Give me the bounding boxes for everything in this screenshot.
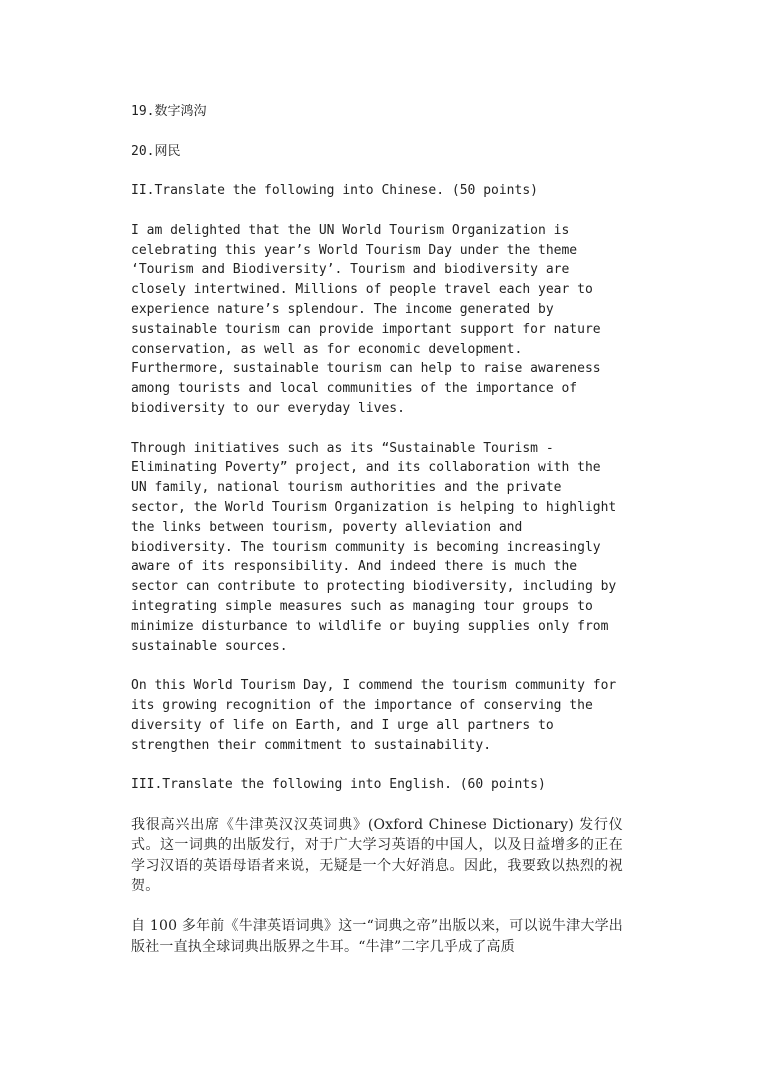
section-2-heading: II.Translate the following into Chinese. (50 points) xyxy=(131,183,538,199)
section-2-paragraph-2: Through initiatives such as its “Sustainable Tourism - Eliminating Poverty” project, and its collaboration with the UN family, national tourism authorities and the private sector, the World Tourism Organization is helping to highlight the links between tourism, poverty alleviation and biodiversity. The tourism community is becoming increasingly aware of its responsibility. And indeed there is much the sector can contribute to protecting biodiversity, including by integrating simple measures such as managing tour groups to minimize disturbance to wildlife or buying supplies only from sustainable sources. xyxy=(131,440,617,654)
vocab-item-19: 19.数字鸿沟 xyxy=(131,104,207,119)
section-2-paragraph-3: On this World Tourism Day, I commend the tourism community for its growing recognition of the importance of conserving the diversity of life on Earth, and I urge all partners to strengthen their commitment to sustainability. xyxy=(131,678,617,753)
spacer xyxy=(131,122,623,142)
section-3-paragraph-2: 自 100 多年前《牛津英语词典》这一“词典之帝”出版以来，可以说牛津大学出版社一直执全球词典出版界之牛耳。“牛津”二字几乎成了高质 xyxy=(131,918,623,955)
vocab-item-20: 20.网民 xyxy=(131,143,181,159)
section-3-heading: III.Translate the following into English. (60 points) xyxy=(131,777,546,793)
spacer xyxy=(131,161,623,181)
section-2-paragraph-1: I am delighted that the UN World Tourism Organization is celebrating this year’s World Tourism Day under the theme ‘Tourism and Biodiversity’. Tourism and biodiversity are closely intertwined. Millions of people travel each year to experience nature’s splendour. The income generated by sustainable tourism can provide important support for nature conservation, as well as for economic development. Furthermore, sustainable tourism can help to raise awareness among tourists and local communities of the importance of biodiversity to our everyday lives. xyxy=(131,222,601,416)
document-page xyxy=(131,102,623,977)
section-3-paragraph-1: 我很高兴出席《牛津英汉汉英词典》(Oxford Chinese Dictionary) 发行仪式。这一词典的出版发行，对于广大学习英语的中国人，以及日益增多的正在学习汉语的英语母语者来说，无疑是一个大好消息。因此，我要致以热烈的祝贺。 xyxy=(131,816,623,895)
